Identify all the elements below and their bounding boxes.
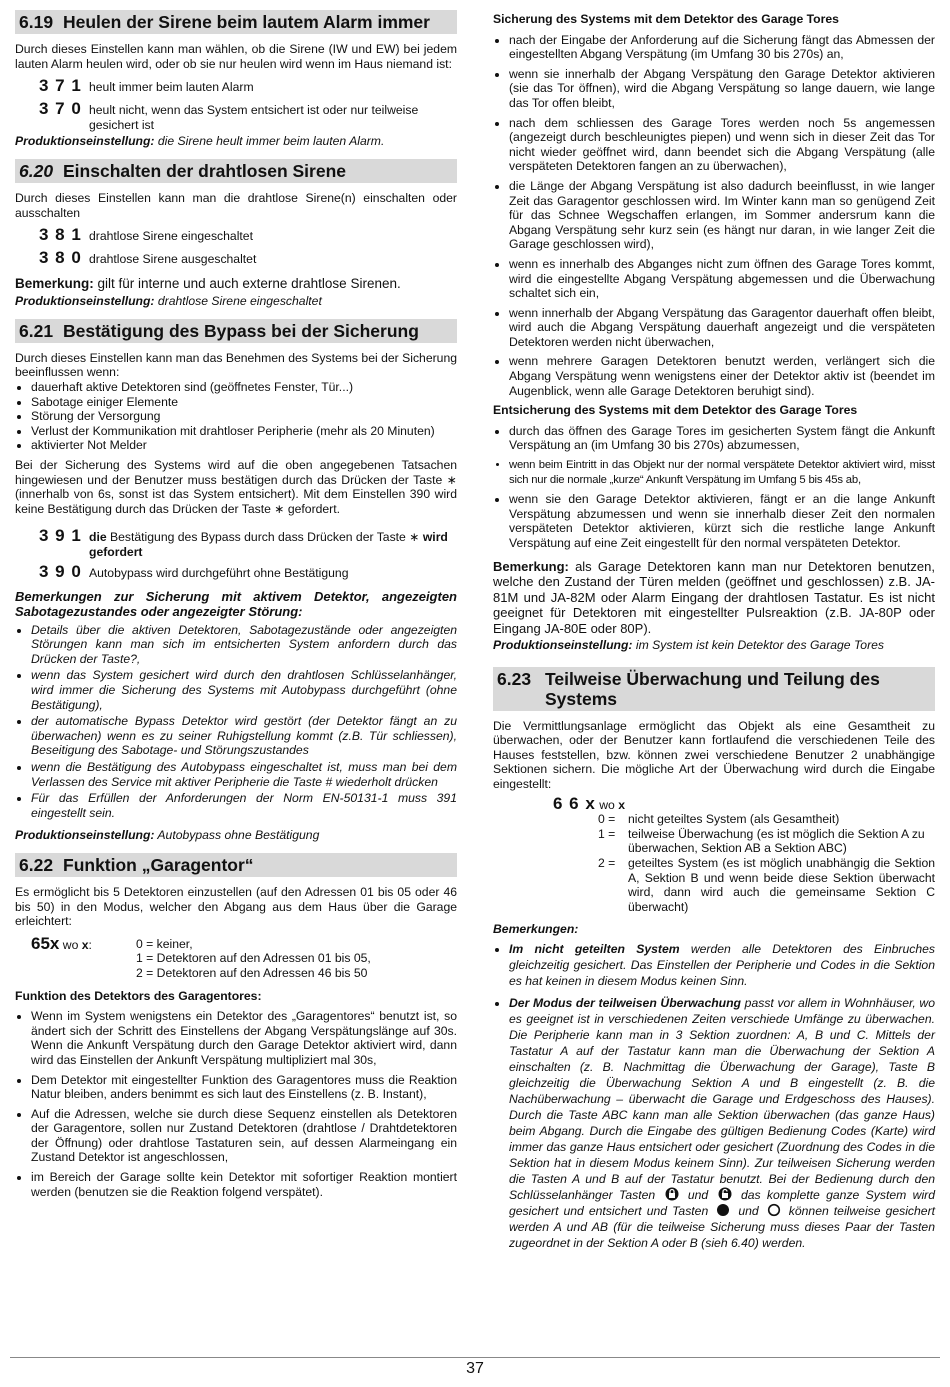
section-heading-6-23: 6.23 Teilweise Überwachung und Teilung des Systems [493,667,935,711]
list-item: • Der Modus der teilweisen Überwachung passt vor allem in Wohnhäuser, wo es geeignet ist in verschiedenen Zeiten verschiede Umfänge zu überwachen. Die Peripherie kann man in 3 Sektion zuordnen: A, B und C. Mittels der Tastatur A auf der Tastatur kann man die Überwachung der Sektion A einschalten (z. B. Nachmittag die Überwachung der Garage), Taste B gleichzeitig die Überwachung Sektion A und B eingestellt (z. B. die Nachüberwachung – überwacht die Garage und Erdgeschoss des Hauses). Durch die Taste ABC kann man alle Sektion überwachen (das ganze Haus) beim Abgang. Durch die Eingabe des gültigen Bedienung Codes (Karte) wird immer das ganze Haus entsichert oder gesichert (Zuordnung des Codes in die Sektion hat in diesem Modus keinem Sinn). Zur teilweisen Sicherung werden die Tasten A und B auf der Tastatur benutzt. Bei der Bedienung durch den Schlüsselanhänger Tasten und das komplette ganze System wird gesichert und entsichert und Tasten und können teilweise gesichert werden A und AB (für die teilweise Sicherung muss dieses Paar der Tasten zugeordnet in der Sektion A oder B (sieh 6.40) werden. [509,995,935,1251]
production-setting: Produktionseinstellung: Autobypass ohne Bestätigung [15,828,320,843]
code-block: 65x wo x: 0 = keiner, 1 = Detektoren auf den Adressen 01 bis 05, 2 = Detektoren auf den Adressen 46 bis 50 [31,933,371,980]
list-item: • Wenn im System wenigstens ein Detektor des „Garagentores“ benutzt ist, so ändert sich der Schritt des Einstellens der Abgang Verspätungslänge auf 30s. Wenn die Ankunft Verspätung durch den Garage Detektor aktiviert wird, dann wird das Einstellen der Ankunft Verspätung multipliziert mal 30s, [31,1009,457,1067]
code-line: 6 6 x wo x [553,793,625,813]
section-intro: Durch dieses Einstellen kann man wählen, ob die Sirene (IW und EW) bei jedem lauten Alarm heulen wird, oder ob sie nur heulen wird wenn im Haus niemand ist: [15,42,457,71]
disarming-list [493,424,935,551]
list-item: • Auf die Adressen, welche sie durch diese Sequenz einstellen als Detektoren der Garagentore, sollen nur Zustand Detektoren (drahtlose / Drahtdetektoren der Öffnung) oder drahtlose Tastaturen sein, auf dessen Alarmeingang ein Zustand Detektor ist angeschlossen, [31,1107,457,1165]
option-list: 0 = keiner, 1 = Detektoren auf den Adressen 01 bis 05, 2 = Detektoren auf den Adressen 46 bis 50 [136,936,371,980]
list-item: • aktivierter Not Melder [31,438,457,453]
remarks-title: Bemerkungen: [493,922,579,937]
code-row: 3 8 0 drahtlose Sirene ausgeschaltet [39,248,257,268]
lock-open-icon [718,1187,732,1201]
production-setting: Produktionseinstellung: die Sirene heult immer beim lauten Alarm. [15,134,385,149]
code-row: 3 9 0 Autobypass wird durchgeführt ohne Bestätigung [39,562,349,582]
section-heading-6-21: 6.21 Bestätigung des Bypass bei der Sicherung [15,319,457,343]
list-item: • Verlust der Kommunikation mit drahtloser Peripherie (mehr als 20 Minuten) [31,424,457,439]
code-row: 3 7 0 heult nicht, wenn das System entsichert ist oder nur teilweise gesichert ist [39,99,419,132]
list-item: • dauerhaft aktive Detektoren sind (geöffnetes Fenster, Tür...) [31,380,457,395]
list-item: • nach dem schliessen des Garage Tores werden noch 5s angemessen (angezeigt durch beschleunigtes piepen) und wenn sich in dieser Zeit das Tor nicht wieder geöffnet wird, dann beendet sich die Abgang Verspätung (alle verspäteten Detektoren fangen an zu überwachen), [509,116,935,174]
lock-closed-icon [665,1187,679,1201]
list-item: • wenn sie innerhalb der Abgang Verspätung den Garage Detektor aktivieren (sie das Tor öffnen), wird die Abgang Verspätung so lange dauern, wie lange das Tor offen bleibt, [509,67,935,111]
right-column [493,12,935,1256]
list-item: • Details über die aktiven Detektoren, Sabotagezustände oder angezeigten Störungen kann man sich im entsicherten System anfordern durch das Drücken der Taste?, [31,623,457,667]
list-item: • wenn sie den Garage Detektor aktivieren, fängt er an die lange Ankunft Verspätung abzumessen und wenn sie innerhalb dieser Zeit den normalen verspäteten Detektor aktivieren, kürzt sich die restliche lange Ankunft Verspätung auf eine Zeit eingestellt für den normal verspäteten Detektor. [509,492,935,550]
subheading: Funktion des Detektors des Garagentores: [15,988,262,1003]
section-heading-6-22: 6.22 Funktion „Garagentor“ [15,853,457,877]
list-item: • nach der Eingabe der Anforderung auf die Sicherung fängt das Abmessen der eingestellten Abgang Verspätung (im Umfang 30 bis 270s) an, [509,33,935,62]
condition-list [15,380,457,453]
garage-function-list [15,1009,457,1199]
code-row: 3 9 1 die Bestätigung des Bypass durch dass Drücken der Taste ∗ wird gefordert [39,526,448,559]
list-item: • Dem Detektor mit eingestellter Funktion des Garagentores muss die Reaktion Natur bleiben, anders benimmt es sich laut des Einstellens (z. B. Instant), [31,1073,457,1102]
list-item: • die Länge der Abgang Verspätung ist also dadurch beeinflusst, in wie langer Zeit das Garagentor geschlossen wird. Im Winter kann man so genügend Zeit für das Schnee Wegschaffen erlangen, im Sommer andersrum kann die Abgang Verspätung sehr kurz sein (es hängt nur daran, in wie langer Zeit die Garage geschlossen wird), [509,179,935,252]
list-item: • Für das Erfüllen der Anforderungen der Norm EN-50131-1 muss 391 eingestellt sein. [31,791,457,820]
footer-rule [10,1357,940,1358]
remark: Bemerkung: als Garage Detektoren kann man nur Detektoren benutzen, welche den Zustand der Türen melden (geöffnet und geschlossen) z.B. JA-81M und JA-82M oder Alarm Eingang der drahtlosen Tastatur. Es ist nicht geeignet für Detektoren mit eingestellter Pulsreaktion (z.B. JA-80P oder Eingang JA-80E oder 80P). [493,558,935,636]
subheading: Entsicherung des Systems mit dem Detektor des Garage Tores [493,403,858,418]
list-item: • Sabotage einiger Elemente [31,395,457,410]
left-column [15,10,457,1204]
paragraph: Bei der Sicherung des Systems wird auf die oben angegebenen Tatsachen hingewiesen und der Benutzer muss bestätigen durch das Drücken der Taste ∗ (innerhalb von 6s, sonst ist das System entsichert). Mit dem Einstellen 390 wird keine Bestätigung durch das Drücken der Taste ∗ gefordert. [15,457,457,516]
list-item: • wenn die Bestätigung des Autobypass eingeschaltet ist, muss man bei dem Verlassen des Service mit aktiver Peripherie die Taste # wiederholt drücken [31,760,457,789]
empty-circle-icon [767,1203,781,1217]
list-item: • wenn das System gesichert wird durch den drahtlosen Schlüsselanhänger, wird immer die Sicherung des Systems mit Autobypass durchgeführt (ohne Bestätigung), [31,668,457,712]
list-item: • der automatische Bypass Detektor wird gestört (der Detektor fängt an zu überwachen) wenn es zu seiner Ruhigstellung kommt (z.B. Tür schliessen), Beseitigung des Sabotage- und Störungszustandes [31,714,457,758]
section-heading-6-19: 6.19 Heulen der Sirene beim lautem Alarm immer [15,10,457,34]
section-intro: Die Vermittlungsanlage ermöglicht das Objekt als eine Gesamtheit zu überwachen, oder der Benutzer kann fortlaufend die verschiedenen Teile des Hauses feststellen, bzw. können zwei verschiedene Benutzer 2 unabhängige Sektionen sichern. Die mögliche Art der Überwachung wird durch die Eingabe eingestellt: [493,718,935,792]
arming-list [493,33,935,399]
section-heading-6-20: 6.20 Einschalten der drahtlosen Sirene [15,159,457,183]
list-item: • im Bereich der Garage sollte kein Detektor mit sofortiger Reaktion montiert werden (benutzen sie die Reaktion folgend verspätet). [31,1170,457,1199]
list-item: • Störung der Versorgung [31,409,457,424]
list-item: • wenn es innerhalb des Abganges nicht zum öffnen des Garage Tores kommt, wird die eingestellte Abgang Verspätung abgemessen und die Überwachung schaltet sich ein, [509,257,935,301]
code-row: 3 8 1 drahtlose Sirene eingeschaltet [39,225,253,245]
list-item: • Im nicht geteilten System werden alle Detektoren des Einbruches gleichzeitig gesichert. Das Einstellen der Peripherie und Codes in die Sektion es hat keinen in diesem Modus keinen Sinn. [509,941,935,989]
production-setting: Produktionseinstellung: im System ist kein Detektor des Garage Tores [493,638,885,653]
list-item: • wenn innerhalb der Abgang Verspätung das Garagentor dauerhaft offen bleibt, wird auch die Abgang Verspätung dauerhaft angezeigt und die verspäteten Detektoren werden nicht überwachen, [509,306,935,350]
list-item: • wenn mehrere Garagen Detektoren benutzt werden, verlängert sich die Abgang Verspätung wenn wenigstens einer der Detektor aktiv ist (beendet im Augenblick, wenn alle Garage Detektoren beruhigt sind). [509,354,935,398]
remarks-title: Bemerkungen zur Sicherung mit aktivem Detektor, angezeigten Sabotagezustandes oder angezeigter Störung: [15,589,457,620]
production-setting: Produktionseinstellung: drahtlose Sirene eingeschaltet [15,294,322,309]
list-item: • durch das öffnen des Garage Tores im gesicherten System fängt die Ankunft Verspätung an (im Umfang 30 bis 270s) abzumessen, [509,424,935,453]
section-intro: Durch dieses Einstellen kann man das Benehmen des Systems bei der Sicherung beeinflussen wenn: [15,350,457,380]
remark: Bemerkung: gilt für interne und auch externe drahtlose Sirenen. [15,276,401,292]
page-number: 37 [466,1360,484,1377]
option-list: 0 = nicht geteiltes System (als Gesamtheit) 1 = teilweise Überwachung (es ist möglich die Sektion A zu überwachen, Sektion AB a Sektion ABC) 2 = geteiltes System (es ist möglich unabhängig die Sektion A, Sektion B und wenn beide diese Sektion überwacht wird, dann wird auch die gemeinsame Sektion C überwacht) [598,812,935,914]
section-intro: Es ermöglicht bis 5 Detektoren einzustellen (auf den Adressen 01 bis 05 oder 46 bis 50) in den Modus, welcher den Abgang aus dem Haus über die Garage erleichtert: [15,884,457,929]
list-item: • wenn beim Eintritt in das Objekt nur der normal verspätete Detektor aktiviert wird, misst sich nur die normale „kurze“ Ankunft Verspätung im Umfang 5 bis 45s ab, [509,458,935,487]
section-intro: Durch dieses Einstellen kann man die drahtlose Sirene(n) einschalten oder ausschalten [15,190,457,220]
code-row: 3 7 1 heult immer beim lauten Alarm [39,76,254,96]
remarks-list [15,623,457,821]
remarks-list [493,941,935,1251]
subheading: Sicherung des Systems mit dem Detektor des Garage Tores [493,12,839,26]
filled-circle-icon [716,1203,730,1217]
